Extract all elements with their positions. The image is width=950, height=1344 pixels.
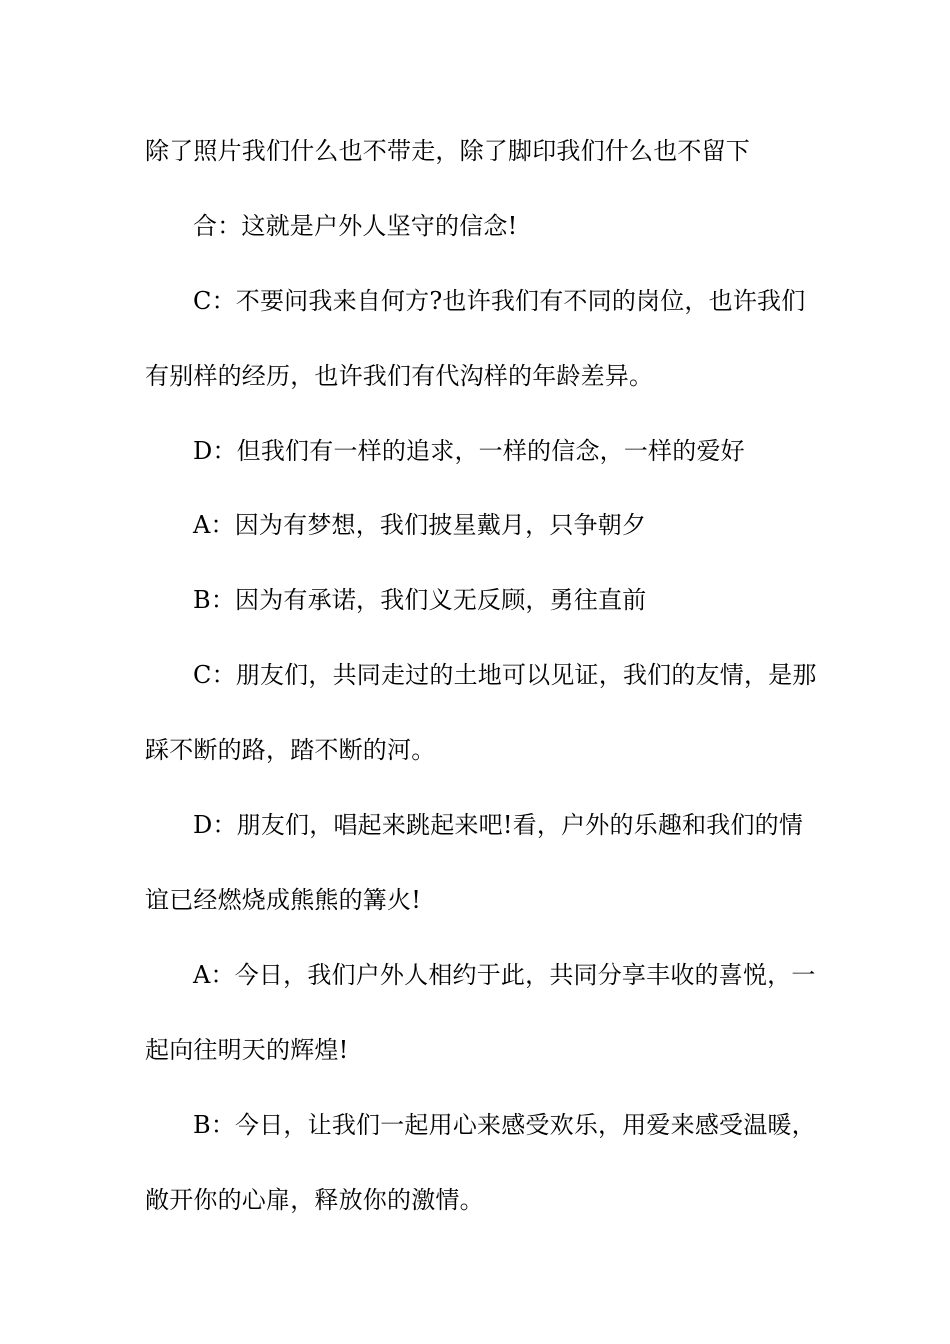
text-line-13: 起向往明天的辉煌! <box>145 1036 349 1064</box>
text-line-2: 合：这就是户外人坚守的信念! <box>193 212 518 240</box>
text-line-14: B：今日，让我们一起用心来感受欢乐，用爱来感受温暖， <box>193 1111 816 1139</box>
text-line-12: A：今日，我们户外人相约于此，共同分享丰收的喜悦，一 <box>193 961 816 989</box>
text-line-8: C：朋友们，共同走过的土地可以见证，我们的友情，是那 <box>193 661 817 689</box>
text-line-5: D：但我们有一样的追求，一样的信念，一样的爱好 <box>193 437 745 465</box>
text-line-11: 谊已经燃烧成熊熊的篝火! <box>145 886 422 914</box>
text-line-6: A：因为有梦想，我们披星戴月，只争朝夕 <box>193 511 647 539</box>
text-line-9: 踩不断的路，踏不断的河。 <box>145 736 436 764</box>
text-line-1: 除了照片我们什么也不带走，除了脚印我们什么也不留下 <box>145 137 750 165</box>
text-line-15: 敞开你的心扉，释放你的激情。 <box>145 1186 484 1214</box>
text-line-3: C：不要问我来自何方?也许我们有不同的岗位，也许我们 <box>193 287 806 315</box>
text-line-4: 有别样的经历，也许我们有代沟样的年龄差异。 <box>145 362 654 390</box>
text-line-7: B：因为有承诺，我们义无反顾，勇往直前 <box>193 586 647 614</box>
text-line-10: D：朋友们，唱起来跳起来吧!看，户外的乐趣和我们的情 <box>193 811 804 839</box>
